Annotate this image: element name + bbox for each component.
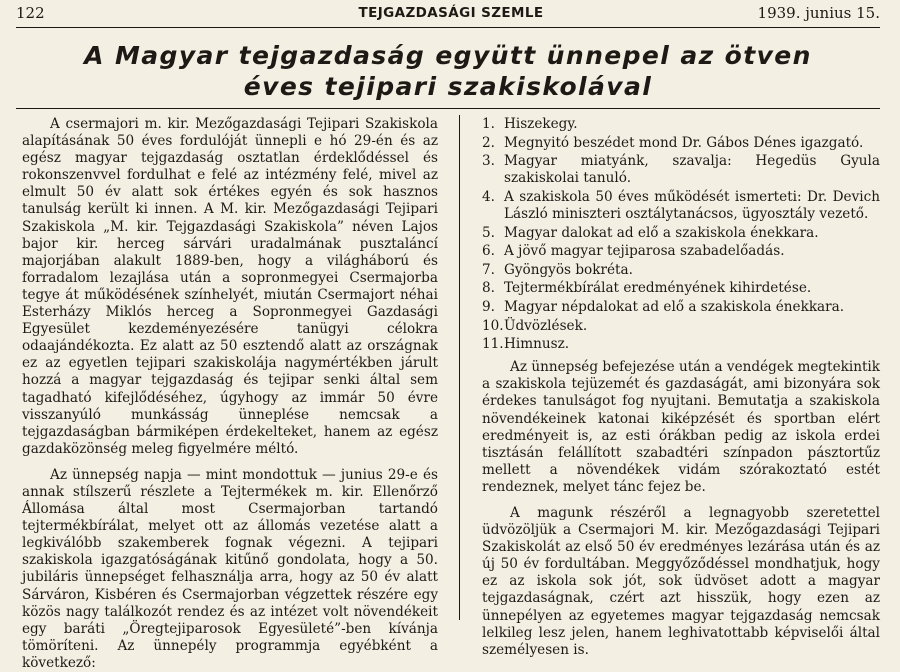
item-number: 6.: [482, 243, 495, 260]
title-rule: [16, 108, 880, 109]
paragraph: Az ünnepség befejezése után a vendégek megtekintik a szakiskola tejüzemét és gazdaságát, ami bizonyára sok érdekes tanulságot fog nyujtani. Bemutatja a szakiskola növendékeinek katonai kiképzését és sportban elért eredményeit is, az esti órákban pedig az iskola erdei tisztásán felállított szabadtéri színpadon pásztortűz mellett a növendékek vidám szórakoztató estét rendeznek, melyet tánc fejez be.: [482, 359, 880, 495]
item-text: Üdvözlések.: [504, 317, 588, 334]
paragraph: A magunk részéről a legnagyobb szeretettel üdvözöljük a Csermajori M. kir. Mezőgazdasági Tejipari Szakiskolát az első 50 év eredményes lezárása után és az új 50 év fordultában. Meggyőződéssel mondhatjuk, hogy ez az iskola sok jót, sok üdvöset adott a magyar tejgazdaságnak, czért azt hisszük, hogy ezen az ünnepélyen az egyetemes magyar tejgazdaság nemcsak lelkileg lesz jelen, hanem leghivatottabb képviselői által személyesen is.: [482, 504, 880, 658]
page-number: 122: [16, 4, 45, 22]
item-text: Himnusz.: [504, 336, 570, 353]
program-item: [482, 135, 880, 152]
item-number: 1.: [482, 116, 495, 132]
item-text: Magyar dalokat ad elő a szakiskola énekkara.: [504, 224, 819, 241]
item-number: 11.: [482, 336, 504, 353]
column-divider: [459, 115, 460, 620]
item-text: Megnyitó beszédet mond Dr. Gábos Dénes igazgató.: [504, 134, 864, 151]
issue-date: 1939. junius 15.: [757, 4, 880, 22]
program-item: [482, 336, 880, 353]
program-item: [482, 318, 880, 335]
program-item: [482, 189, 880, 223]
item-number: 4.: [482, 188, 495, 205]
item-number: 3.: [482, 153, 495, 170]
program-item: [482, 280, 880, 297]
item-number: 2.: [482, 134, 495, 151]
title-line-1: A Magyar tejgazdaság együtt ünnepel az ötven: [84, 41, 812, 70]
program-item: [482, 299, 880, 316]
program-item: [482, 225, 880, 242]
item-number: 5.: [482, 224, 495, 241]
item-text: Magyar népdalokat ad elő a szakiskola énekkara.: [504, 298, 845, 315]
program-list: [482, 116, 880, 353]
paragraph: A csermajori m. kir. Mezőgazdasági Tejipari Szakiskola alapításának 50 éves fordulóját ünnepli e hó 29-én és az egész magyar tejgazdaság osztatlan érdeklődéssel és rokonszenvvel fordulhat e felé az intézmény felé, mivel az elmult 50 év alatt sok értékes egyén és sok hasznos tanulság került ki innen. A M. kir. Mezőgazdasági Tejipari Szakiskola „M. kir. Tejgazdasági Szakiskola” néven Lajos bajor kir. herceg sárvári uradalmának pusztaláncí majorjában alakult 1889-ben, hogy a világháború és forradalom lezajlása után a sopronmegyei Csermajorba tegye át működésének színhelyét, miután Csermajort néhai Esterházy Miklós herceg a Sopronmegyei Gazdasági Egyesület kezdeményezésére tanügyi célokra odaajándékozta. Ez alatt az 50 esztendő alatt az országnak ez az egyetlen tejipari szakiskolája nagymértékben járult hozzá a magyar tejgazdaság és tejipar senki által sem tagadható kifejlődéséhez, úgyhogy az immár 50 évre visszanyúló munkásság ünneplése nemcsak a tejgazdaságban bármiképen érdekelteket, hanem az egész gazdaközönség meleg figyelmére méltó.: [22, 116, 438, 457]
item-text: Tejtermékbírálat eredményének kihirdetése.: [504, 280, 812, 297]
item-text: Magyar miatyánk, szavalja: Hegedüs Gyula szakiskolai tanuló.: [504, 153, 880, 187]
program-item: [482, 243, 880, 260]
item-number: 10.: [482, 317, 504, 334]
running-header: [16, 4, 880, 26]
right-column: [482, 116, 880, 659]
program-item: [482, 262, 880, 279]
item-text: Hiszekegy.: [504, 116, 578, 132]
article-title: [16, 40, 880, 102]
item-text: A szakiskola 50 éves működését ismerteti: Dr. Devich László miniszteri osztálytanácsos, ügyosztály vezető.: [504, 188, 880, 222]
paragraph: Az ünnepség napja — mint mondottuk — junius 29-e és annak stílszerű részlete a Tejtermékek m. kir. Ellenőrző Állomása által most Csermajorban tartandó tejtermékbírálat, melyet ott az állomás vezetése alatt a legkiválóbb szakemberek fognak végezni. A tejipari szakiskola igazgatóságának kitűnő gondolata, hogy a 50. jubiláris ünnepséget felhasználja arra, hogy az 50 év alatt Sárváron, Kisbéren és Csermajorban végzettek részére egy közös nagy találkozót rendez és az intézet volt növendékeit egy baráti „Öregtejiparosok Egyesületé”-ben kívánja tömöríteni. Az ünnepély programmja egyébként a következő:: [22, 466, 438, 671]
program-item: [482, 153, 880, 187]
item-number: 8.: [482, 280, 495, 297]
program-item: [482, 116, 880, 133]
journal-name: TEJGAZDASÁGI SZEMLE: [358, 5, 544, 21]
left-column: [22, 116, 438, 672]
item-text: A jövő magyar tejiparosa szabadelőadás.: [504, 243, 785, 260]
item-number: 7.: [482, 261, 495, 278]
item-number: 9.: [482, 298, 495, 315]
title-line-2: éves tejipari szakiskolával: [243, 72, 653, 101]
header-rule: [16, 27, 880, 28]
item-text: Gyöngyös bokréta.: [504, 261, 633, 278]
